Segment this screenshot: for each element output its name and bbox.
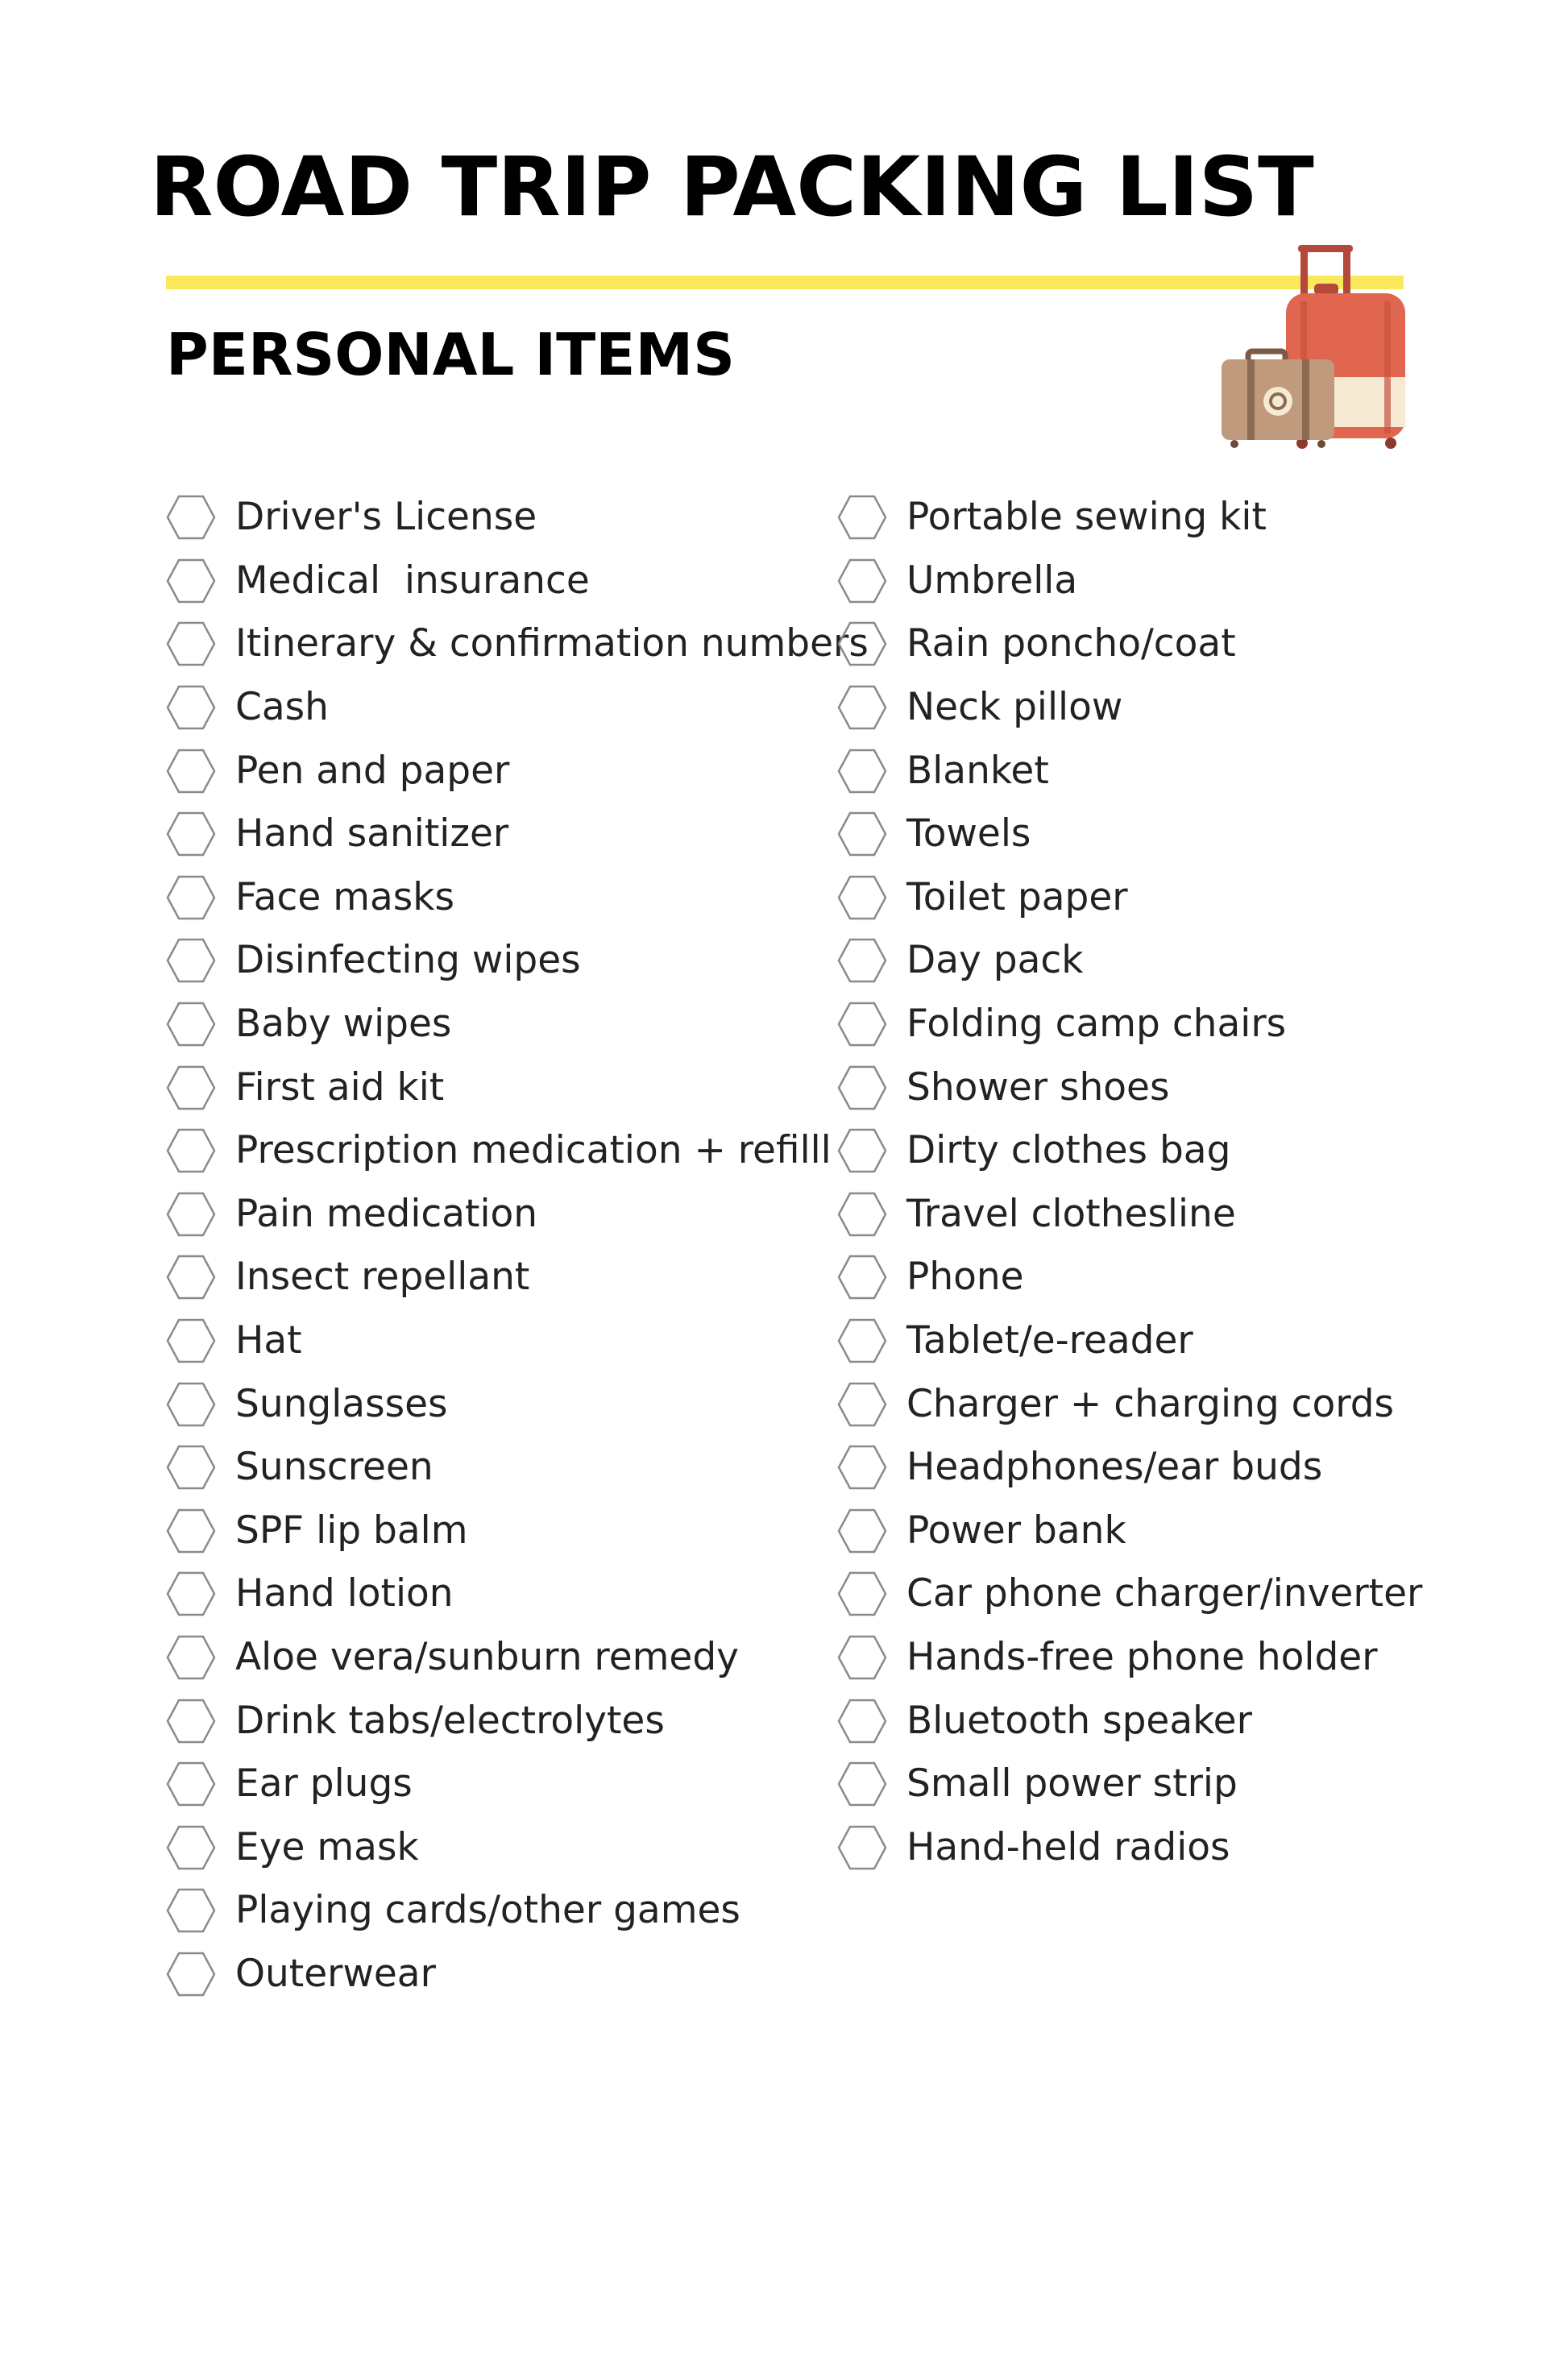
checklist-item bbox=[166, 866, 869, 930]
checklist-item bbox=[837, 1500, 1422, 1563]
checklist-item-label: Umbrella bbox=[906, 558, 1078, 603]
checklist-item-label: Shower shoes bbox=[906, 1064, 1170, 1110]
hexagon-checkbox-icon[interactable] bbox=[166, 1506, 216, 1556]
hexagon-checkbox-icon[interactable] bbox=[166, 999, 216, 1049]
hexagon-checkbox-icon[interactable] bbox=[166, 1126, 216, 1176]
checklist-item bbox=[837, 1815, 1422, 1879]
checklist-item bbox=[166, 1056, 869, 1119]
checklist-item-label: Charger + charging cords bbox=[906, 1381, 1395, 1426]
checklist-item bbox=[166, 1815, 869, 1879]
checklist-item-label: Sunglasses bbox=[235, 1381, 448, 1426]
checklist-item-label: Hands-free phone holder bbox=[906, 1634, 1378, 1679]
checklist-item-label: Itinerary & confirmation numbers bbox=[235, 621, 869, 666]
checklist-item bbox=[166, 1436, 869, 1500]
hexagon-checkbox-icon[interactable] bbox=[166, 809, 216, 859]
checklist-item bbox=[166, 1943, 869, 2006]
checklist-item bbox=[166, 486, 869, 550]
checklist-item bbox=[837, 550, 1422, 613]
checklist-item bbox=[166, 929, 869, 993]
hexagon-checkbox-icon[interactable] bbox=[837, 1316, 887, 1366]
checklist-item bbox=[166, 612, 869, 676]
checklist-item bbox=[166, 1246, 869, 1309]
checklist-item-label: Hat bbox=[235, 1318, 302, 1363]
checklist-item-label: Rain poncho/coat bbox=[906, 621, 1236, 666]
checklist-item-label: Playing cards/other games bbox=[235, 1888, 740, 1933]
checklist-item bbox=[166, 1626, 869, 1690]
right-checklist bbox=[837, 486, 1422, 1879]
checklist-item bbox=[166, 1183, 869, 1247]
hexagon-checkbox-icon[interactable] bbox=[166, 1252, 216, 1302]
checklist-item bbox=[837, 1119, 1422, 1183]
hexagon-checkbox-icon[interactable] bbox=[166, 1823, 216, 1873]
checklist-item-label: Travel clothesline bbox=[906, 1191, 1236, 1236]
checklist-item bbox=[837, 803, 1422, 866]
checklist-item-label: Aloe vera/sunburn remedy bbox=[235, 1634, 739, 1679]
checklist-item bbox=[166, 993, 869, 1056]
checklist-item-label: Prescription medication + refilll bbox=[235, 1128, 832, 1173]
checklist-item bbox=[166, 803, 869, 866]
checklist-item-label: Insect repellant bbox=[235, 1255, 530, 1300]
checklist-item bbox=[837, 993, 1422, 1056]
hexagon-checkbox-icon[interactable] bbox=[166, 1886, 216, 1935]
checklist-item bbox=[837, 1372, 1422, 1436]
checklist-item-label: Ear plugs bbox=[235, 1761, 413, 1807]
hexagon-checkbox-icon[interactable] bbox=[166, 1063, 216, 1113]
hexagon-checkbox-icon[interactable] bbox=[837, 1696, 887, 1746]
hexagon-checkbox-icon[interactable] bbox=[166, 1759, 216, 1809]
checklist-item-label: Neck pillow bbox=[906, 685, 1123, 730]
checklist-item bbox=[166, 1500, 869, 1563]
checklist-item bbox=[837, 676, 1422, 740]
checklist-item-label: Hand-held radios bbox=[906, 1824, 1230, 1869]
checklist-item bbox=[837, 486, 1422, 550]
checklist-item-label: Day pack bbox=[906, 938, 1084, 983]
checklist-item-label: Sunscreen bbox=[235, 1445, 433, 1490]
checklist-item-label: Drink tabs/electrolytes bbox=[235, 1698, 665, 1743]
checklist-item bbox=[837, 739, 1422, 803]
hexagon-checkbox-icon[interactable] bbox=[166, 1569, 216, 1619]
checklist-item bbox=[837, 1246, 1422, 1309]
checklist-item bbox=[166, 1689, 869, 1753]
hexagon-checkbox-icon[interactable] bbox=[837, 1569, 887, 1619]
checklist-item bbox=[166, 1879, 869, 1943]
hexagon-checkbox-icon[interactable] bbox=[837, 1759, 887, 1809]
checklist-item bbox=[166, 1372, 869, 1436]
hexagon-checkbox-icon[interactable] bbox=[166, 873, 216, 923]
checklist-item-label: Driver's License bbox=[235, 495, 537, 540]
hexagon-checkbox-icon[interactable] bbox=[837, 1633, 887, 1682]
hexagon-checkbox-icon[interactable] bbox=[837, 1126, 887, 1176]
hexagon-checkbox-icon[interactable] bbox=[166, 1189, 216, 1239]
hexagon-checkbox-icon[interactable] bbox=[166, 1442, 216, 1492]
checklist-item bbox=[166, 676, 869, 740]
hexagon-checkbox-icon[interactable] bbox=[166, 1633, 216, 1682]
accent-rule bbox=[166, 276, 1404, 289]
checklist-item bbox=[837, 1309, 1422, 1373]
checklist-item-label: Bluetooth speaker bbox=[906, 1698, 1252, 1743]
left-checklist bbox=[166, 486, 869, 2006]
checklist-item-label: Disinfecting wipes bbox=[235, 938, 581, 983]
checklist-item-label: Medical insurance bbox=[235, 558, 590, 603]
hexagon-checkbox-icon[interactable] bbox=[166, 1316, 216, 1366]
checklist-item bbox=[837, 1436, 1422, 1500]
hexagon-checkbox-icon[interactable] bbox=[837, 1252, 887, 1302]
hexagon-checkbox-icon[interactable] bbox=[166, 1949, 216, 1999]
checklist-item bbox=[837, 866, 1422, 930]
checklist-item bbox=[166, 1753, 869, 1816]
checklist-item-label: Blanket bbox=[906, 748, 1049, 793]
checklist-item-label: Pain medication bbox=[235, 1191, 538, 1236]
checklist-item-label: SPF lip balm bbox=[235, 1508, 468, 1553]
checklist-item-label: Cash bbox=[235, 685, 329, 730]
checklist-item-label: Power bank bbox=[906, 1508, 1126, 1553]
checklist-item bbox=[166, 1309, 869, 1373]
hexagon-checkbox-icon[interactable] bbox=[837, 809, 887, 859]
hexagon-checkbox-icon[interactable] bbox=[837, 1189, 887, 1239]
checklist-item bbox=[166, 1562, 869, 1626]
hexagon-checkbox-icon[interactable] bbox=[837, 1063, 887, 1113]
checklist-item-label: Towels bbox=[906, 811, 1031, 857]
checklist-item bbox=[837, 929, 1422, 993]
checklist-item bbox=[166, 1119, 869, 1183]
checklist-item-label: Portable sewing kit bbox=[906, 495, 1267, 540]
checklist-item-label: Toilet paper bbox=[906, 874, 1128, 919]
section-title: PERSONAL ITEMS bbox=[166, 321, 735, 388]
checklist-item bbox=[166, 550, 869, 613]
checklist-item bbox=[837, 1056, 1422, 1119]
hexagon-checkbox-icon[interactable] bbox=[166, 1696, 216, 1746]
checklist-item-label: Outerwear bbox=[235, 1951, 436, 1996]
checklist-item-label: Headphones/ear buds bbox=[906, 1445, 1323, 1490]
hexagon-checkbox-icon[interactable] bbox=[166, 746, 216, 796]
checklist-item-label: Tablet/e-reader bbox=[906, 1318, 1193, 1363]
hexagon-checkbox-icon[interactable] bbox=[837, 936, 887, 985]
checklist-item-label: Hand lotion bbox=[235, 1571, 454, 1616]
hexagon-checkbox-icon[interactable] bbox=[837, 873, 887, 923]
hexagon-checkbox-icon[interactable] bbox=[837, 999, 887, 1049]
checklist-item-label: Car phone charger/inverter bbox=[906, 1571, 1423, 1616]
hexagon-checkbox-icon[interactable] bbox=[837, 1823, 887, 1873]
checklist-item-label: Pen and paper bbox=[235, 748, 510, 793]
hexagon-checkbox-icon[interactable] bbox=[166, 682, 216, 732]
hexagon-checkbox-icon[interactable] bbox=[837, 1442, 887, 1492]
hexagon-checkbox-icon[interactable] bbox=[837, 619, 887, 669]
checklist-item-label: Face masks bbox=[235, 874, 454, 919]
checklist-item-label: Small power strip bbox=[906, 1761, 1238, 1807]
hexagon-checkbox-icon[interactable] bbox=[837, 492, 887, 542]
checklist-item-label: Folding camp chairs bbox=[906, 1002, 1287, 1047]
checklist-item bbox=[837, 1562, 1422, 1626]
luggage-icon bbox=[1222, 239, 1423, 450]
checklist-item bbox=[837, 1183, 1422, 1247]
checklist-item bbox=[837, 1753, 1422, 1816]
hexagon-checkbox-icon[interactable] bbox=[166, 619, 216, 669]
checklist-item-label: Dirty clothes bag bbox=[906, 1128, 1231, 1173]
hexagon-checkbox-icon[interactable] bbox=[166, 492, 216, 542]
hexagon-checkbox-icon[interactable] bbox=[166, 936, 216, 985]
checklist-item bbox=[837, 612, 1422, 676]
checklist-item-label: Baby wipes bbox=[235, 1002, 452, 1047]
hexagon-checkbox-icon[interactable] bbox=[837, 1506, 887, 1556]
checklist-item bbox=[837, 1689, 1422, 1753]
hexagon-checkbox-icon[interactable] bbox=[837, 556, 887, 606]
hexagon-checkbox-icon[interactable] bbox=[166, 556, 216, 606]
checklist-item bbox=[837, 1626, 1422, 1690]
checklist-item-label: Phone bbox=[906, 1255, 1024, 1300]
hexagon-checkbox-icon[interactable] bbox=[166, 1379, 216, 1429]
checklist-item-label: First aid kit bbox=[235, 1064, 445, 1110]
hexagon-checkbox-icon[interactable] bbox=[837, 1379, 887, 1429]
page-title: ROAD TRIP PACKING LIST bbox=[150, 139, 1314, 235]
hexagon-checkbox-icon[interactable] bbox=[837, 682, 887, 732]
hexagon-checkbox-icon[interactable] bbox=[837, 746, 887, 796]
checklist-item-label: Eye mask bbox=[235, 1824, 419, 1869]
checklist-item-label: Hand sanitizer bbox=[235, 811, 509, 857]
checklist-item bbox=[166, 739, 869, 803]
